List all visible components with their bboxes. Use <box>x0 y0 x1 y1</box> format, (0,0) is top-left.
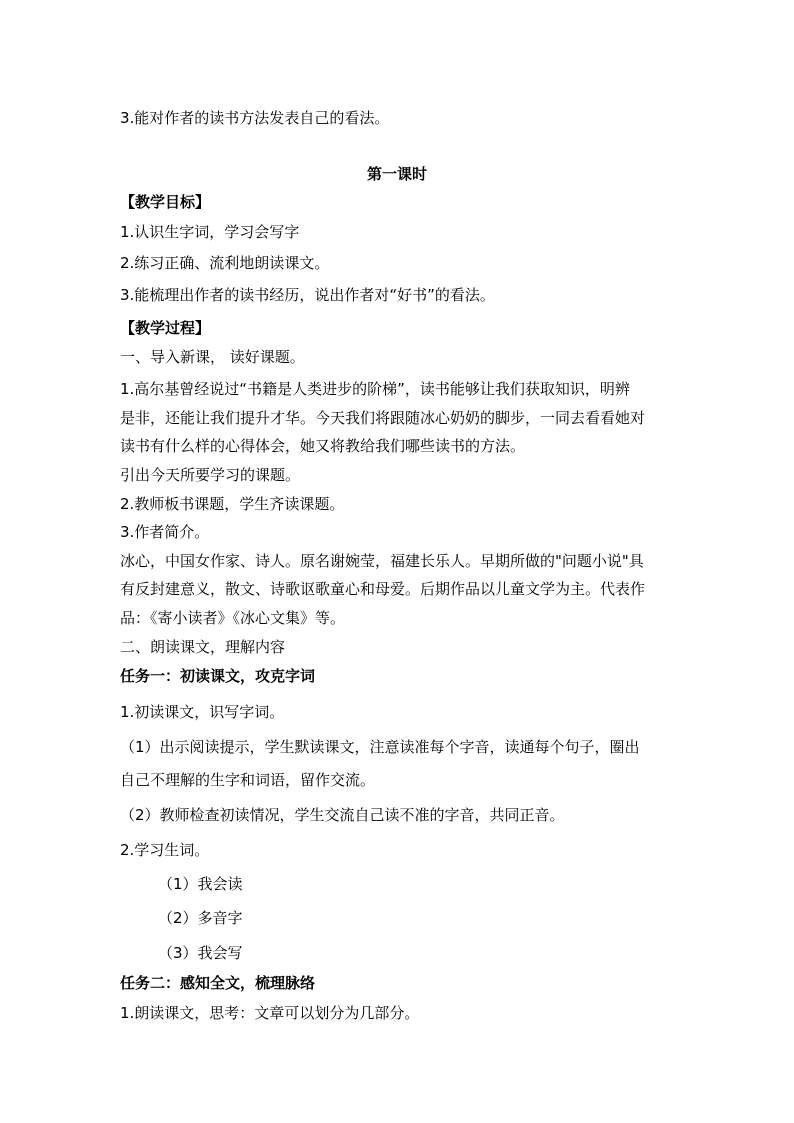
step-heading-reading: 二、朗读课文，理解内容 <box>120 638 286 656</box>
author-paragraph-line-1: 冰心，中国女作家、诗人。原名谢婉莹，福建长乐人。早期所做的"问题小说"具 <box>120 552 644 570</box>
intro-paragraph-line-3: 读书有什么样的心得体会，她又将教给我们哪些读书的方法。 <box>120 437 526 455</box>
step-board-title: 2.教师板书课题，学生齐读课题。 <box>120 495 345 513</box>
vocab-item-polyphone: （2）多音字 <box>158 909 243 927</box>
task-2-heading: 任务二：感知全文，梳理脉络 <box>120 974 316 992</box>
task-1-substep-1-line-1: （1）出示阅读提示，学生默读课文，注意读准每个字音，读通每个句子，圈出 <box>120 738 640 756</box>
author-paragraph-line-3: 品：《寄小读者》《冰心文集》等。 <box>120 609 346 627</box>
task-1-substep-2: （2）教师检查初读情况，学生交流自己读不准的字音，共同正音。 <box>120 806 565 824</box>
objective-line-2: 2.练习正确、流利地朗读课文。 <box>120 254 330 272</box>
intro-paragraph-line-2: 是非，还能让我们提升才华。今天我们将跟随冰心奶奶的脚步，一同去看看她对 <box>120 409 646 427</box>
task-2-step-1: 1.朗读课文，思考：文章可以划分为几部分。 <box>120 1004 420 1022</box>
section-heading-process: 【教学过程】 <box>120 319 211 337</box>
task-1-substep-1-line-2: 自己不理解的生字和词语，留作交流。 <box>120 771 376 789</box>
vocab-item-read: （1）我会读 <box>158 875 243 893</box>
objective-line-1: 1.认识生字词，学习会写字 <box>120 223 300 241</box>
step-heading-intro: 一、导入新课， 读好课题。 <box>120 348 305 366</box>
objective-line-3: 3.能梳理出作者的读书经历，说出作者对“好书”的看法。 <box>120 286 495 304</box>
section-heading-objectives: 【教学目标】 <box>120 193 211 211</box>
objective-item-3: 3.能对作者的读书方法发表自己的看法。 <box>120 109 390 127</box>
intro-paragraph-line-1: 1.高尔基曾经说过“书籍是人类进步的阶梯”，读书能够让我们获取知识，明辨 <box>120 380 630 398</box>
step-author-intro: 3.作者简介。 <box>120 523 210 541</box>
task-1-heading: 任务一：初读课文，攻克字词 <box>120 667 316 685</box>
author-paragraph-line-2: 有反封建意义，散文、诗歌讴歌童心和母爱。后期作品以儿童文学为主。代表作 <box>120 580 646 598</box>
task-1-step-2: 2.学习生词。 <box>120 841 210 859</box>
task-1-step-1: 1.初读课文，识写字词。 <box>120 703 285 721</box>
lesson-title: 第一课时 <box>366 165 427 183</box>
intro-paragraph-line-4: 引出今天所要学习的课题。 <box>120 466 301 484</box>
vocab-item-write: （3）我会写 <box>158 944 243 962</box>
